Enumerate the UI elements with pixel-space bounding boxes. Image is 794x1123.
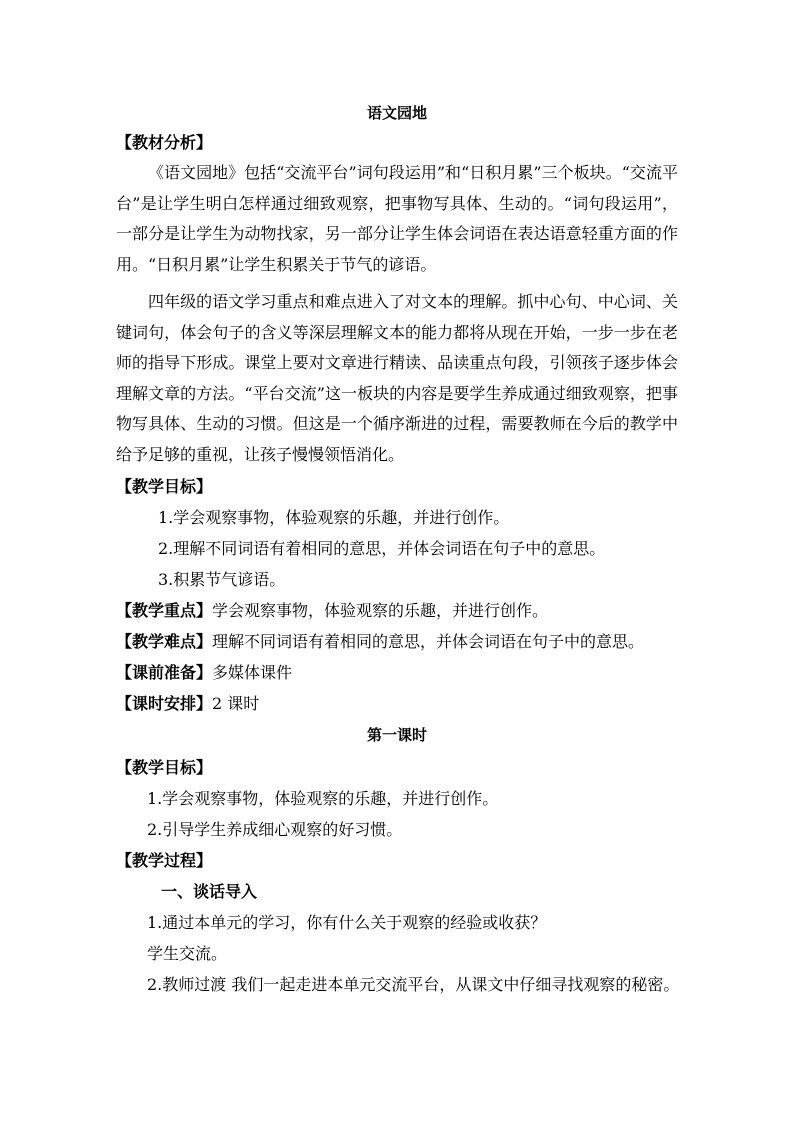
goal-item-2: 2.理解不同词语有着相同的意思，并体会词语在句子中的意思。 [158,539,606,558]
goal-item-1: 1.学会观察事物，体验观察的乐趣，并进行创作。 [158,508,510,527]
preparation-text: 多媒体课件 [212,663,293,682]
key-point-text: 学会观察事物，体验观察的乐趣，并进行创作。 [212,601,549,620]
lesson-one-goal-1: 1.学会观察事物，体验观察的乐趣，并进行创作。 [147,789,499,808]
step-one-line-1: 1.通过本单元的学习，你有什么关于观察的经验或收获？ [147,913,547,932]
step-one-title: 一、谈话导入 [161,882,258,901]
section-heading-analysis: 【教材分析】 [116,133,213,152]
lesson-one-goals-heading: 【教学目标】 [116,758,213,777]
step-one-line-3: 2.教师过渡 我们一起走进本单元交流平台，从课文中仔细寻找观察的秘密。 [147,975,680,994]
key-point-label: 【教学重点】 [116,601,213,620]
preparation-label: 【课前准备】 [116,663,213,682]
goal-item-3: 3.积累节气谚语。 [158,570,286,589]
schedule-row [116,694,259,714]
lesson-one-goal-2: 2.引导学生养成细心观察的好习惯。 [147,820,403,839]
analysis-paragraph-2: 四年级的语文学习重点和难点进入了对文本的理解。抓中心句、中心词、关键词句，体会句子的含义等深层理解文本的能力都将从现在开始，一步一步在老师的指导下形成。课堂上要对文章进行精读、品读重点句段，引领孩子逐步体会理解文章的方法。“平台交流”这一板块的内容是要学生养成通过细致观察，把事物写具体、生动的习惯。但这是一个循序渐进的过程，需要教师在今后的教学中给予足够的重视，让孩子慢慢领悟消化。 [116,292,678,464]
step-one-line-2: 学生交流。 [147,944,228,963]
difficulty-row [116,632,644,652]
lesson-one-title: 第一课时 [366,726,427,744]
preparation-row [116,663,292,683]
difficulty-label: 【教学难点】 [116,632,213,651]
lesson-one-process-heading: 【教学过程】 [116,851,213,870]
section-heading-goals: 【教学目标】 [116,477,213,496]
schedule-text: 2 课时 [212,694,260,713]
document-title: 语文园地 [366,104,427,122]
analysis-paragraph-1: 《语文园地》包括“交流平台”词句段运用”和“日积月累”三个板块。“交流平台”是让学生明白怎样通过细致观察，把事物写具体、生动的。“词句段运用”，一部分是让学生为动物找家，另一部分让学生体会词语在表达语意轻重方面的作用。“日积月累”让学生积累关于节气的谚语。 [116,163,678,274]
schedule-label: 【课时安排】 [116,694,213,713]
key-point-row [116,601,548,621]
difficulty-text: 理解不同词语有着相同的意思，并体会词语在句子中的意思。 [212,632,645,651]
